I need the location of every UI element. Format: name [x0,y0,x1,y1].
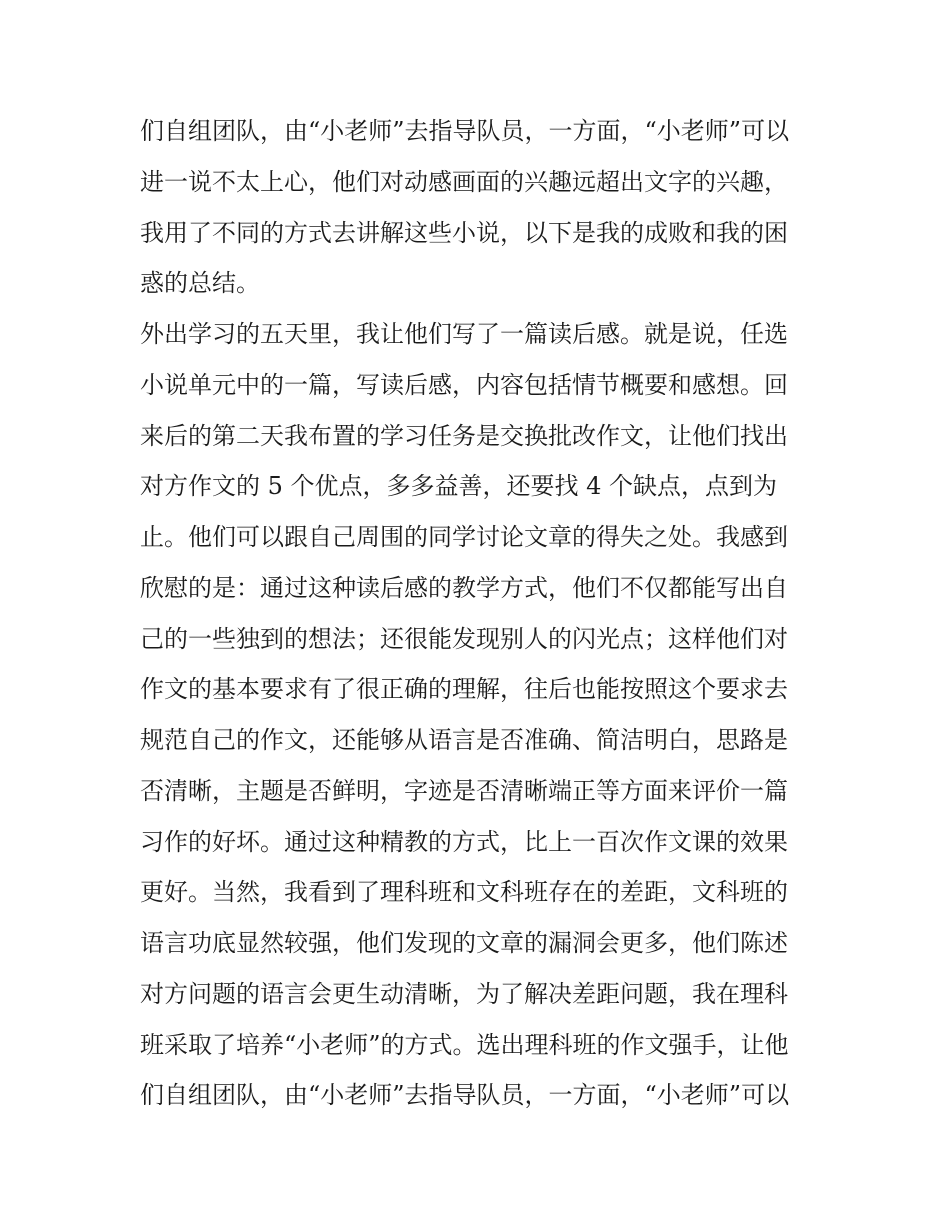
text-line-15: 习作的好坏。通过这种精教的方式，比上一百次作文课的效果 [140,827,788,856]
text-line-2: 进一说不太上心，他们对动感画面的兴趣远超出文字的兴趣， [140,167,788,196]
text-line-3: 我用了不同的方式去讲解这些小说，以下是我的成败和我的困 [140,218,788,247]
text-line-8: 对方作文的 5 个优点，多多益善，还要找 4 个缺点，点到为 [140,472,778,501]
text-line-12: 作文的基本要求有了很正确的理解，往后也能按照这个要求去 [140,675,788,704]
text-line-14: 否清晰，主题是否鲜明，字迹是否清晰端正等方面来评价一篇 [140,776,788,805]
text-line-19: 班采取了培养“小老师”的方式。选出理科班的作文强手，让他 [140,1030,789,1059]
text-line-20: 们自组团队，由“小老师”去指导队员，一方面，“小老师”可以 [140,1081,790,1110]
text-line-5: 外出学习的五天里，我让他们写了一篇读后感。就是说，任选 [140,320,788,348]
text-line-17: 语言功底显然较强，他们发现的文章的漏洞会更多，他们陈述 [140,929,788,957]
text-line-9: 止。他们可以跟自己周围的同学讨论文章的得失之处。我感到 [140,523,788,551]
text-line-6: 小说单元中的一篇，写读后感，内容包括情节概要和感想。回 [140,370,788,399]
text-line-11: 己的一些独到的想法；还很能发现别人的闪光点；这样他们对 [140,624,788,653]
text-line-16: 更好。当然，我看到了理科班和文科班存在的差距，文科班的 [140,878,788,907]
body-text [140,106,820,1121]
text-line-18: 对方问题的语言会更生动清晰，为了解决差距问题，我在理科 [140,979,788,1008]
text-line-1: 们自组团队，由“小老师”去指导队员，一方面，“小老师”可以 [140,117,790,145]
text-line-7: 来后的第二天我布置的学习任务是交换批改作文，让他们找出 [140,421,788,450]
text-line-13: 规范自己的作文，还能够从语言是否准确、简洁明白，思路是 [140,726,788,754]
text-line-10: 欣慰的是：通过这种读后感的教学方式，他们不仅都能写出自 [140,573,788,602]
text-line-4: 惑的总结。 [140,269,260,298]
